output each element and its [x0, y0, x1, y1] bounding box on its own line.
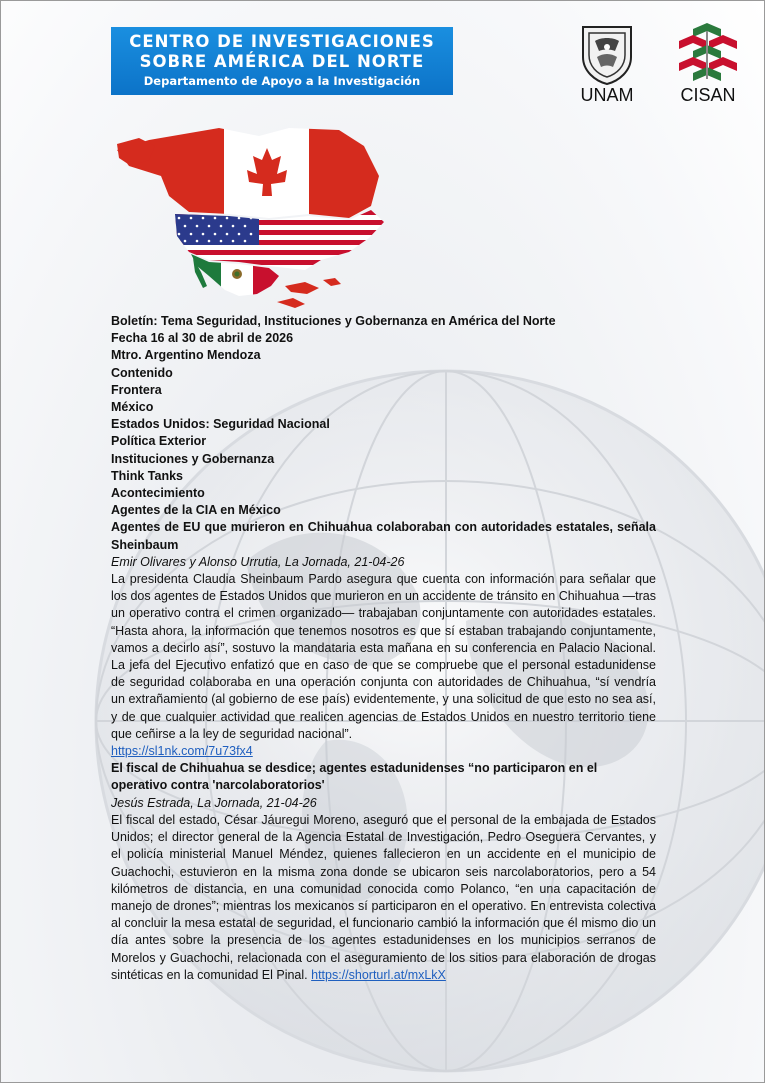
article-1-link[interactable]: https://sl1nk.com/7u73fx4: [111, 744, 253, 759]
toc-item: Instituciones y Gobernanza: [111, 451, 275, 466]
cisan-mark-icon: [673, 23, 743, 85]
article-2-paragraph: [111, 812, 656, 984]
toc-item: Think Tanks: [111, 468, 184, 483]
unam-logo: [573, 23, 641, 109]
article-2-link[interactable]: https://shorturl.at/mxLkX: [311, 967, 446, 982]
toc-item: Contenido: [111, 365, 173, 380]
unam-crest-icon: [579, 23, 635, 85]
article-2-headline: El fiscal de Chihuahua se desdice; agentes estadunidenses “no participaron en el operativo contra 'narcolaboratorios': [111, 761, 598, 793]
article-2-byline: Jesús Estrada, La Jornada, 21-04-26: [111, 795, 317, 810]
toc-item: Acontecimiento: [111, 486, 205, 501]
banner-line-1: CENTRO DE INVESTIGACIONES: [129, 32, 435, 51]
canada-flag-region: [109, 126, 399, 221]
bulletin-date: Fecha 16 al 30 de abril de 2026: [111, 331, 294, 346]
bulletin-title: Boletín: Tema Seguridad, Instituciones y Gobernanza en América del Norte: [111, 314, 556, 328]
toc-item: México: [111, 400, 154, 415]
north-america-flags-map: [109, 126, 399, 316]
central-america-region: [277, 298, 305, 308]
banner-line-2: SOBRE AMÉRICA DEL NORTE: [139, 52, 425, 71]
article-2-body: El fiscal del estado, César Jáuregui Moreno, aseguró que el personal de la embajada de Estados Unidos; el director general de la Agencia Estatal de Investigación, Pedro Oseguera Cervantes, y el policía ministerial Manuel Méndez, quienes fallecieron en un accidente en el municipio de Guachochi, estuvieron en la misma zona donde se ubicaron seis narcolaboratorios, pero a 54 kilómetros de distancia, en una comunidad conocida como Polanco, “en una capacitación de manejo de drones”; mientras los mexicanos sí participaron en el operativo. En entrevista colectiva al concluir la mesa estatal de seguridad, el funcionario cambió la información que él mismo dio un día antes sobre la presencia de los agentes estadunidenses en los municipios serranos de Morelos y Guachochi, relacionada con el aseguramiento de los sitios para elaboración de drogas sintéticas en la comunidad El Pinal.: [111, 812, 656, 982]
toc-item: Política Exterior: [111, 434, 207, 449]
bulletin-content: [111, 313, 656, 984]
toc-item: Estados Unidos: Seguridad Nacional: [111, 417, 330, 432]
cisan-label: CISAN: [680, 85, 736, 105]
cisan-banner: [111, 27, 453, 95]
unam-label: UNAM: [580, 85, 634, 105]
toc-item: Frontera: [111, 382, 162, 397]
article-1-headline: Agentes de EU que murieron en Chihuahua colaboraban con autoridades estatales, señala Sheinbaum: [111, 520, 656, 552]
cisan-logo: [669, 23, 747, 109]
toc-item: Agentes de la CIA en México: [111, 503, 281, 518]
caribbean-region: [285, 282, 319, 294]
bulletin-author: Mtro. Argentino Mendoza: [111, 348, 261, 363]
article-1-byline: Emir Olivares y Alonso Urrutia, La Jornada, 21-04-26: [111, 554, 405, 569]
island-region: [323, 278, 341, 286]
article-1-body: La presidenta Claudia Sheinbaum Pardo asegura que cuenta con información para señalar que los dos agentes de Estados Unidos que murieron en un accidente de tránsito en Chihuahua —tras un operativo contra el crimen organizado— trabajaban conjuntamente con autoridades estatales. “Hasta ahora, la información que tenemos nosotros es que sí estaban trabajando conjuntamente, vamos a decirlo así”, sostuvo la mandataria esta mañana en su conferencia en Palacio Nacional. La jefa del Ejecutivo enfatizó que en caso de que se compruebe que el personal estadunidense de seguridad colaboraba en una operación conjunta con autoridades de Chihuahua, “sí vendría un extrañamiento (al gobierno de ese país) evidentemente, y una solicitud de que esto no sea así, y de que cualquier actividad que realicen agencias de Estados Unidos en nuestro territorio tiene que ceñirse a la ley de seguridad nacional”.: [111, 572, 656, 741]
banner-line-3: Departamento de Apoyo a la Investigación: [143, 74, 421, 88]
